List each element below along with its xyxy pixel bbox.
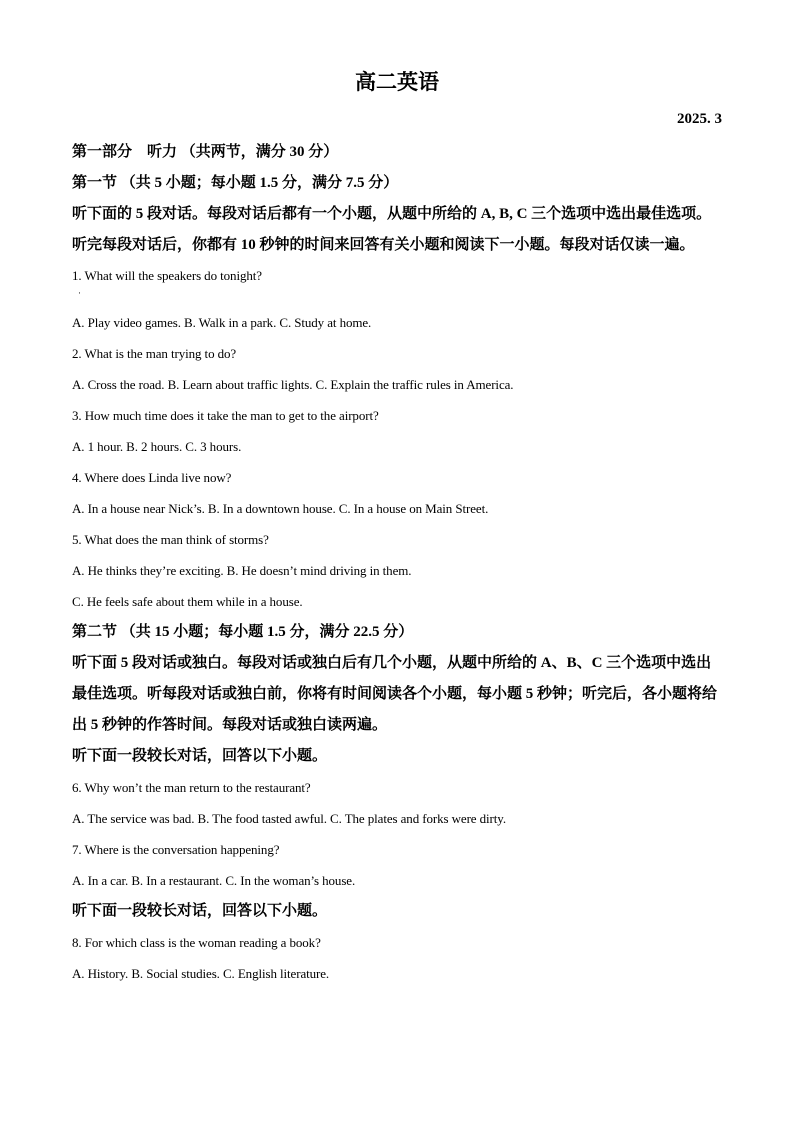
question-1-options: A. Play video games. B. Walk in a park. C. Study at home. <box>72 315 372 330</box>
question-5-options-ab: A. He thinks they’re exciting. B. He doesn’t mind driving in them. <box>72 563 412 578</box>
question-7: 7. Where is the conversation happening? <box>72 842 280 857</box>
question-1-mark: · <box>78 288 81 298</box>
dialogue-2-heading: 听下面一段较长对话，回答以下小题。 <box>72 903 328 919</box>
question-5: 5. What does the man think of storms? <box>72 532 269 547</box>
page-title: 高二英语 <box>355 70 439 94</box>
question-8: 8. For which class is the woman reading a book? <box>72 935 321 950</box>
question-2-options: A. Cross the road. B. Learn about traffic lights. C. Explain the traffic rules in America. <box>72 377 514 392</box>
question-3: 3. How much time does it take the man to get to the airport? <box>72 408 379 423</box>
exam-content <box>72 137 724 989</box>
question-6: 6. Why won’t the man return to the restaurant? <box>72 780 311 795</box>
exam-date: 2025. 3 <box>677 111 722 127</box>
dialogue-1-heading: 听下面一段较长对话，回答以下小题。 <box>72 748 328 764</box>
section1-instructions: 听下面的 5 段对话。每段对话后都有一个小题，从题中所给的 A, B, C 三个选项中选出最佳选项。听完每段对话后，你都有 10 秒钟的时间来回答有关小题和阅读下一小题。每段对话仅读一遍。 <box>72 206 712 253</box>
question-5-option-c: C. He feels safe about them while in a house. <box>72 594 303 609</box>
question-7-options: A. In a car. B. In a restaurant. C. In the woman’s house. <box>72 873 356 888</box>
question-8-options: A. History. B. Social studies. C. English literature. <box>72 966 330 981</box>
question-1: 1. What will the speakers do tonight? <box>72 268 262 283</box>
section2-heading: 第二节 （共 15 小题；每小题 1.5 分，满分 22.5 分） <box>72 624 414 640</box>
section2-instructions: 听下面 5 段对话或独白。每段对话或独白后有几个小题，从题中所给的 A、B、C 三个选项中选出最佳选项。听每段对话或独白前，你将有时间阅读各个小题，每小题 5 秒钟；听完后，各小题将给出 5 秒钟的作答时间。每段对话或独白读两遍。 <box>72 655 718 733</box>
question-4: 4. Where does Linda live now? <box>72 470 232 485</box>
section1-heading: 第一节 （共 5 小题；每小题 1.5 分，满分 7.5 分） <box>72 175 399 191</box>
question-2: 2. What is the man trying to do? <box>72 346 237 361</box>
question-3-options: A. 1 hour. B. 2 hours. C. 3 hours. <box>72 439 242 454</box>
question-4-options: A. In a house near Nick’s. B. In a downtown house. C. In a house on Main Street. <box>72 501 489 516</box>
part1-heading: 第一部分 听力 （共两节，满分 30 分） <box>72 144 339 160</box>
question-6-options: A. The service was bad. B. The food tasted awful. C. The plates and forks were dirty. <box>72 811 506 826</box>
